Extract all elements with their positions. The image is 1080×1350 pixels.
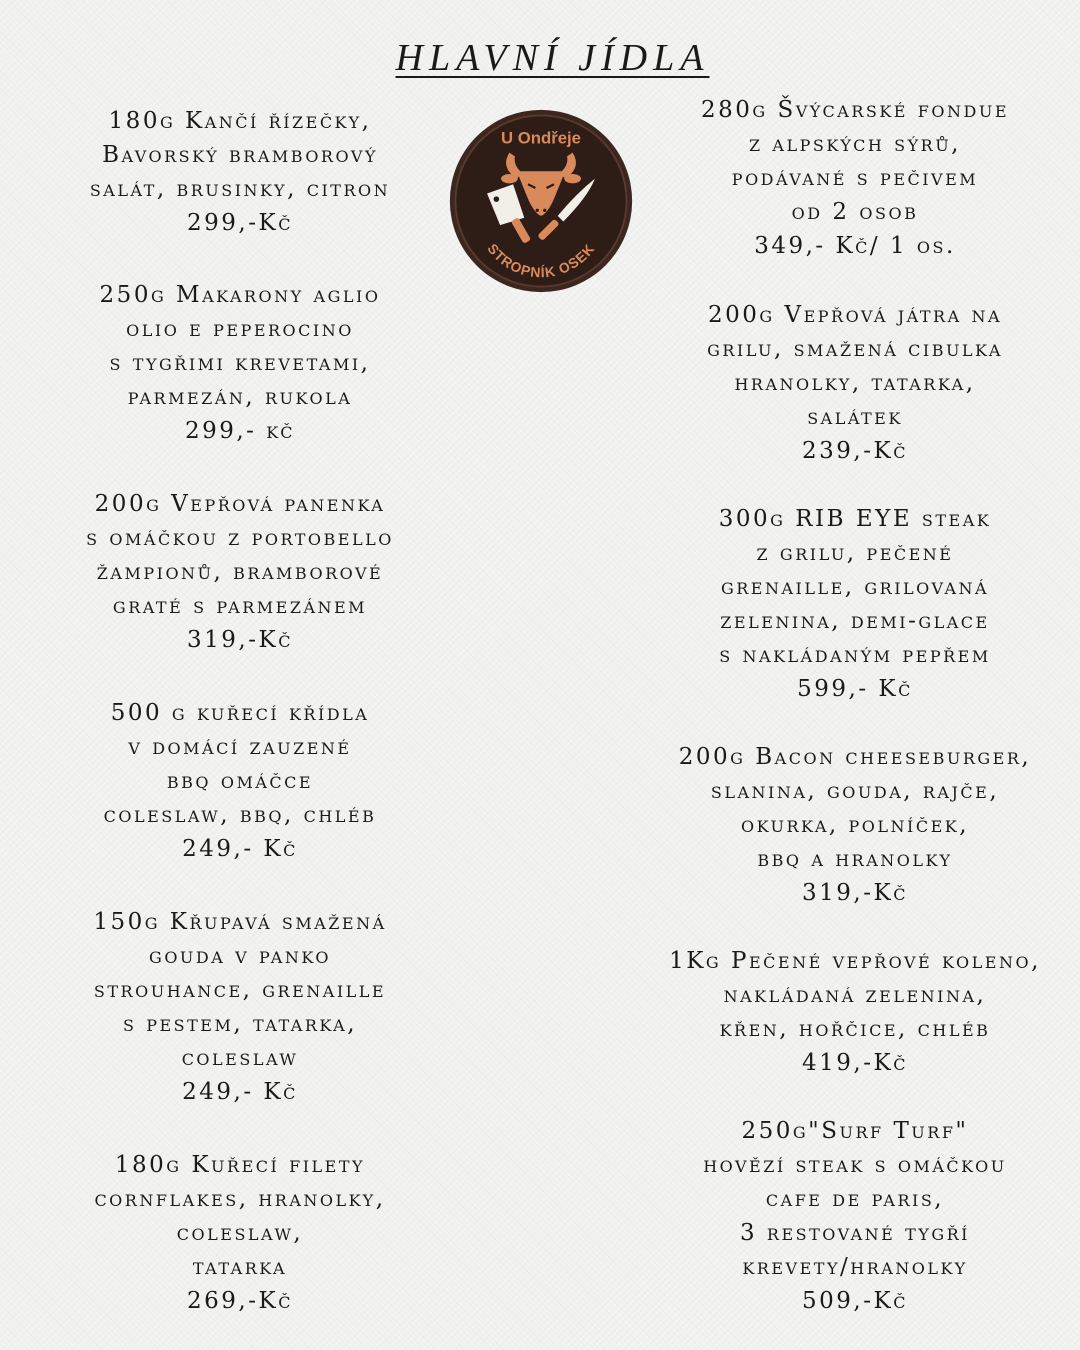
menu-item-line: okurka, polníček, <box>740 812 970 838</box>
menu-item-line: graté s parmezánem <box>112 593 368 619</box>
menu-item-line: od 2 osob <box>791 199 919 225</box>
menu-item-line: 200g Bacon cheeseburger, <box>678 744 1032 770</box>
menu-item-line: hranolky, tatarka, <box>734 370 976 396</box>
menu-item-price: 599,- Kč <box>797 676 913 702</box>
menu-item <box>620 93 1080 263</box>
menu-item-price: 419,-Kč <box>802 1050 908 1076</box>
menu-item-line: krevety/hranolky <box>742 1254 968 1280</box>
restaurant-logo <box>448 108 634 294</box>
menu-item-line: 250g"Surf Turf" <box>741 1118 969 1144</box>
page-title: HLAVNÍ JÍDLA <box>395 37 710 79</box>
menu-item-line: s nakládaným pepřem <box>719 642 991 668</box>
menu-item-line: s omáčkou z portobello <box>86 525 394 551</box>
menu-item-line: grilu, smažená cibulka <box>707 336 1003 362</box>
menu-item <box>620 298 1080 468</box>
menu-item-line: 280g Švýcarské fondue <box>700 97 1010 123</box>
menu-item-line: hovězí steak s omáčkou <box>703 1152 1007 1178</box>
menu-item <box>20 487 460 657</box>
menu-item-line: gouda v panko <box>149 943 331 969</box>
menu-item-price: 509,-Kč <box>802 1288 908 1314</box>
menu-item-line: z alpských sýrů, <box>748 131 961 157</box>
menu-item-line: 180g Kuřecí filety <box>114 1152 366 1178</box>
menu-item-line: grenaille, grilovaná <box>720 574 990 600</box>
menu-item-line: parmezán, rukola <box>127 384 353 410</box>
menu-item-line: coleslaw <box>181 1045 299 1071</box>
menu-item <box>620 944 1080 1080</box>
logo-name: U Ondřeje <box>501 128 581 148</box>
menu-item-line: coleslaw, <box>176 1220 304 1246</box>
menu-item <box>620 502 1080 706</box>
menu-item-line: 180g Kančí řízečky, <box>108 108 372 134</box>
menu-item-price: 319,-Kč <box>802 880 908 906</box>
menu-item-line: Bavorský bramborový <box>102 142 378 168</box>
menu-item-line: s pestem, tatarka, <box>122 1011 358 1037</box>
menu-item-line: v domácí zauzené <box>128 734 352 760</box>
menu-item-line: křen, hořčice, chléb <box>719 1016 991 1042</box>
menu-item-line: bbq omáčce <box>166 768 314 794</box>
menu-item-line: podávané s pečivem <box>731 165 979 191</box>
menu-item-line: z grilu, pečené <box>756 540 954 566</box>
menu-item-line: 500 g kuřecí křídla <box>110 700 370 726</box>
menu-item-line: 250g Makarony aglio <box>99 282 381 308</box>
menu-item-price: 319,-Kč <box>187 627 293 653</box>
menu-item-line: 300g RIB EYE steak <box>718 506 992 532</box>
menu-item-line: 3 restované tygří <box>739 1220 971 1246</box>
logo-location: STROPNÍK OSEK <box>484 240 598 281</box>
menu-item-line: salátek <box>807 404 903 430</box>
menu-item-line: salát, brusinky, citron <box>89 176 391 202</box>
menu-item <box>620 1114 1080 1318</box>
menu-item <box>620 740 1080 910</box>
menu-item-line: zelenina, demi-glace <box>720 608 990 634</box>
menu-item-line: bbq a hranolky <box>757 846 953 872</box>
menu-item-line: strouhance, grenaille <box>93 977 387 1003</box>
menu-item-line: tatarka <box>192 1254 288 1280</box>
menu-item-price: 249,- Kč <box>182 836 298 862</box>
menu-item-price: 269,-Kč <box>187 1288 293 1314</box>
menu-item-price: 239,-Kč <box>802 438 908 464</box>
menu-item-line: slanina, gouda, rajče, <box>710 778 1000 804</box>
menu-item-line: 150g Křupavá smažená <box>93 909 387 935</box>
menu-item-price: 349,- Kč/ 1 os. <box>754 233 956 259</box>
menu-item-price: 299,-Kč <box>187 210 293 236</box>
menu-item-line: 1Kg Pečené vepřové koleno, <box>669 948 1041 974</box>
menu-item-line: cafe de paris, <box>765 1186 945 1212</box>
menu-item <box>20 1148 460 1318</box>
menu-item-line: 200g Vepřová játra na <box>708 302 1002 328</box>
menu-item-line: olio e peperocino <box>126 316 354 342</box>
menu-item-line: s tygřimi krevetami, <box>109 350 371 376</box>
menu-item <box>20 104 460 240</box>
menu-item <box>20 696 460 866</box>
menu-item <box>20 905 460 1109</box>
menu-item-price: 249,- Kč <box>182 1079 298 1105</box>
menu-item-line: 200g Vepřová panenka <box>94 491 386 517</box>
menu-item-price: 299,- kč <box>184 418 296 444</box>
menu-item-line: cornflakes, hranolky, <box>94 1186 386 1212</box>
menu-item-line: nakládaná zelenina, <box>723 982 987 1008</box>
menu-item <box>20 278 460 448</box>
menu-item-line: coleslaw, bbq, chléb <box>103 802 377 828</box>
menu-item-line: žampionů, bramborové <box>96 559 384 585</box>
